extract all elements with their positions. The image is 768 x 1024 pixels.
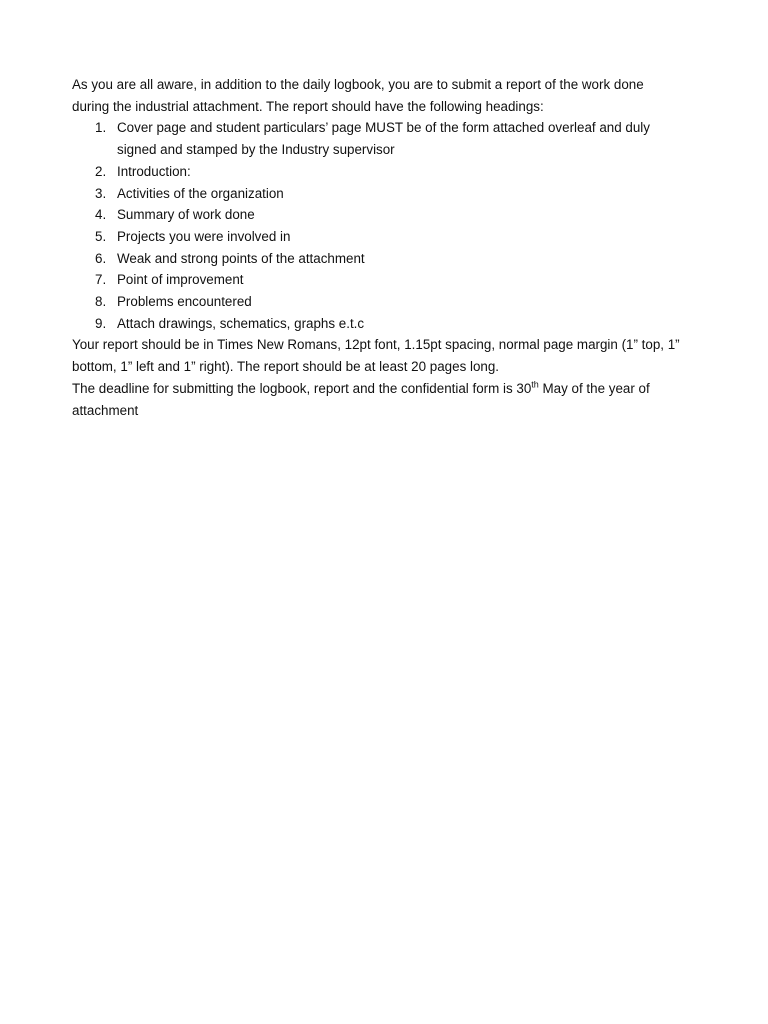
intro-paragraph: As you are all aware, in addition to the daily logbook, you are to submit a report of the work done during the industrial attachment. The report should have the following headings: xyxy=(72,77,644,114)
report-headings-list xyxy=(72,117,682,334)
list-number: 5. xyxy=(95,228,107,244)
formatting-paragraph: Your report should be in Times New Romans, 12pt font, 1.15pt spacing, normal page margin (1” top, 1” bottom, 1” left and 1” right). The report should be at least 20 pages long. xyxy=(72,337,680,375)
list-item-text: Cover page and student particulars’ page MUST be of the form attached overleaf and duly signed and stamped by the Industry supervisor xyxy=(117,120,650,158)
document-body xyxy=(72,74,682,421)
list-number: 9. xyxy=(95,315,107,331)
list-number: 8. xyxy=(95,294,107,310)
list-item-text: Problems encountered xyxy=(117,294,252,310)
list-item xyxy=(95,226,682,248)
list-item-text: Introduction: xyxy=(117,163,191,179)
list-item-text: Weak and strong points of the attachment xyxy=(117,250,365,266)
list-item-text: Attach drawings, schematics, graphs e.t.c xyxy=(117,315,365,331)
list-number: 6. xyxy=(95,250,107,266)
list-item xyxy=(95,183,682,205)
list-item xyxy=(95,269,682,291)
list-item-text: Point of improvement xyxy=(117,272,244,288)
deadline-paragraph xyxy=(72,378,682,421)
list-item-text: Summary of work done xyxy=(117,207,255,223)
list-item xyxy=(95,313,682,335)
list-number: 7. xyxy=(95,272,107,288)
list-item xyxy=(95,204,682,226)
deadline-text-before: The deadline for submitting the logbook, report and the confidential form is 30 xyxy=(72,380,532,396)
list-number: 1. xyxy=(95,120,107,136)
list-item-text: Projects you were involved in xyxy=(117,228,291,244)
list-number: 3. xyxy=(95,185,107,201)
list-item xyxy=(95,161,682,183)
list-item xyxy=(95,117,682,160)
deadline-text-after: May of the year of attachment xyxy=(72,380,650,418)
list-item-text: Activities of the organization xyxy=(117,185,284,201)
list-item xyxy=(95,291,682,313)
list-number: 4. xyxy=(95,207,107,223)
ordinal-superscript: th xyxy=(531,379,539,390)
list-number: 2. xyxy=(95,163,107,179)
list-item xyxy=(95,248,682,270)
